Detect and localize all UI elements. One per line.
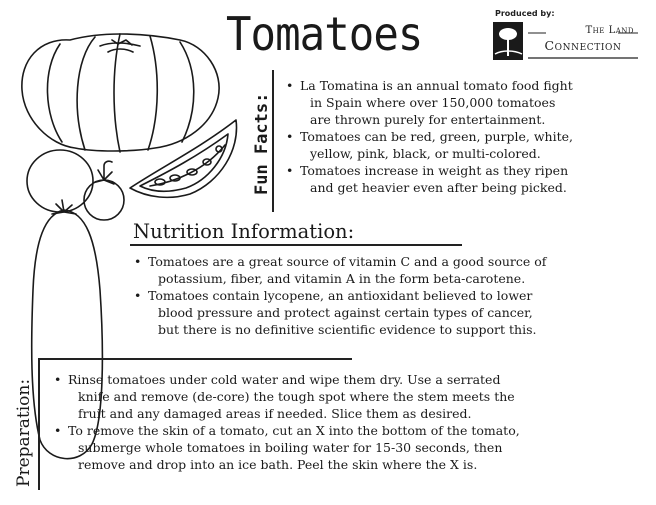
fun-facts-rule [272, 70, 274, 212]
logo-line2: Connection [544, 38, 622, 53]
preparation-list [46, 371, 650, 473]
logo-line1: The Land [585, 25, 634, 36]
small-tomato-icon [27, 150, 93, 212]
preparation-rule-top [38, 358, 352, 360]
list-item: • Tomatoes can be red, green, purple, white, yellow, pink, black, or multi-colored. [278, 128, 638, 162]
fun-facts-heading: Fun Facts: [252, 92, 272, 195]
preparation-heading: Preparation: [14, 378, 34, 487]
list-item: • Rinse tomatoes under cold water and wipe them dry. Use a serrated knife and remove (de-core) the tough spot where the stem meets the fruit and any damaged areas if needed. Slice them as desired. [46, 371, 650, 422]
cherry-tomato-icon [84, 161, 124, 220]
nutrition-list [126, 253, 648, 338]
heirloom-tomato-icon [22, 34, 219, 152]
fun-facts-list [278, 77, 638, 196]
list-item: • La Tomatina is an annual tomato food fight in Spain where over 150,000 tomatoes are thrown purely for entertainment. [278, 77, 638, 128]
preparation-rule-side [38, 358, 40, 490]
tomato-wedge-icon [130, 120, 237, 197]
list-item: • To remove the skin of a tomato, cut an X into the bottom of the tomato, submerge whole tomatoes in boiling water for 15-30 seconds, then remove and drop into an ice bath. Peel the skin where the X is. [46, 422, 650, 473]
list-item: • Tomatoes increase in weight as they ripen and get heavier even after being picked. [278, 162, 638, 196]
nutrition-heading: Nutrition Information: [133, 220, 355, 243]
list-item: • Tomatoes contain lycopene, an antioxidant believed to lower blood pressure and protect against certain types of cancer, but there is no definitive scientific evidence to support this. [126, 287, 648, 338]
nutrition-rule [130, 244, 462, 246]
page-title: Tomatoes [226, 7, 423, 61]
list-item: • Tomatoes are a great source of vitamin C and a good source of potassium, fiber, and vitamin A in the form beta-carotene. [126, 253, 648, 287]
produced-by-label: Produced by: [495, 9, 555, 18]
